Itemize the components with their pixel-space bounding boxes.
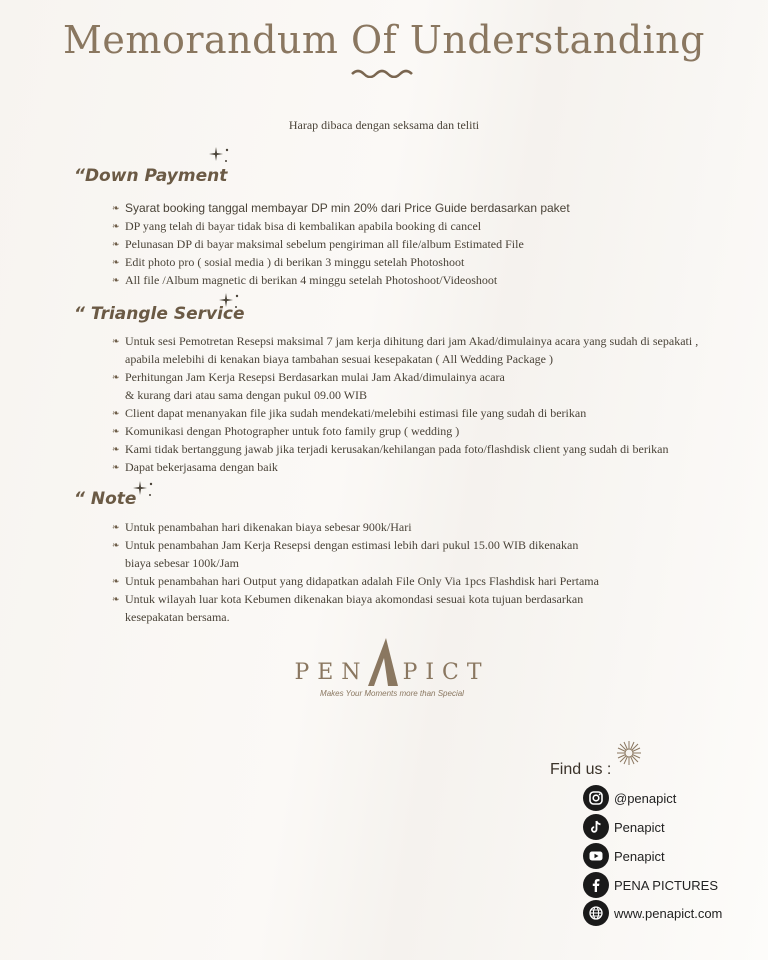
list-item: ❧ Perhitungan Jam Kerja Resepsi Berdasarkan mulai Jam Akad/dimulainya acara <box>112 370 505 384</box>
social-link-label: @penapict <box>614 790 677 806</box>
list-item: ❧ Untuk penambahan Jam Kerja Resepsi dengan estimasi lebih dari pukul 15.00 WIB dikenakan <box>112 538 579 552</box>
facebook-icon <box>583 872 609 898</box>
leaf-bullet-icon: ❧ <box>112 444 120 454</box>
list-item-continuation: biaya sebesar 100k/Jam <box>125 556 239 570</box>
leaf-bullet-icon: ❧ <box>112 275 120 285</box>
sun-ornament-icon <box>616 740 642 766</box>
social-link-website[interactable] <box>583 900 722 926</box>
tiktok-icon <box>583 814 609 840</box>
list-item: ❧ Edit photo pro ( sosial media ) di berikan 3 minggu setelah Photoshoot <box>112 255 465 269</box>
logo-tagline: Makes Your Moments more than Special <box>320 689 464 698</box>
list-item-continuation: apabila melebihi di kenakan biaya tambahan sesuai kesepakatan ( All Wedding Package ) <box>125 352 553 366</box>
list-item: ❧ Dapat bekerjasama dengan baik <box>112 460 278 474</box>
leaf-bullet-icon: ❧ <box>112 408 120 418</box>
list-item: ❧ Client dapat menanyakan file jika sudah mendekati/melebihi estimasi file yang sudah di berikan <box>112 406 587 420</box>
list-item: ❧ Untuk penambahan hari dikenakan biaya sebesar 900k/Hari <box>112 520 412 534</box>
list-item-continuation: & kurang dari atau sama dengan pukul 09.00 WIB <box>125 388 368 402</box>
social-link-facebook[interactable] <box>583 872 718 898</box>
social-link-instagram[interactable] <box>583 785 676 811</box>
leaf-bullet-icon: ❧ <box>112 540 120 550</box>
leaf-bullet-icon: ❧ <box>112 336 120 346</box>
leaf-bullet-icon: ❧ <box>112 594 120 604</box>
list-item: ❧ All file /Album magnetic di berikan 4 minggu setelah Photoshoot/Videoshoot <box>112 273 498 287</box>
document-title: Memorandum Of Understanding <box>63 18 705 62</box>
down-payment-list <box>112 199 762 289</box>
section-heading-triangle-service: “ Triangle Service <box>74 304 245 324</box>
leaf-bullet-icon: ❧ <box>112 203 120 213</box>
subtitle: Harap dibaca dengan seksama dan teliti <box>288 118 480 132</box>
social-link-youtube[interactable] <box>583 843 665 869</box>
leaf-bullet-icon: ❧ <box>112 522 120 532</box>
leaf-bullet-icon: ❧ <box>112 257 120 267</box>
youtube-icon <box>583 843 609 869</box>
logo-wordmark: PEN PICT <box>294 660 490 685</box>
wave-ornament <box>350 66 414 78</box>
leaf-bullet-icon: ❧ <box>112 221 120 231</box>
triangle-service-list <box>112 332 762 476</box>
list-item: ❧ Untuk penambahan hari Output yang didapatkan adalah File Only Via 1pcs Flashdisk hari Pertama <box>112 574 599 588</box>
social-link-label: Penapict <box>614 848 665 864</box>
leaf-bullet-icon: ❧ <box>112 426 120 436</box>
leaf-bullet-icon: ❧ <box>112 576 120 586</box>
list-item: ❧ Pelunasan DP di bayar maksimal sebelum pengiriman all file/album Estimated File <box>112 237 524 251</box>
list-item: ❧ Komunikasi dengan Photographer untuk foto family grup ( wedding ) <box>112 424 460 438</box>
social-link-tiktok[interactable] <box>583 814 665 840</box>
sparkle-icon <box>206 146 232 164</box>
list-item: ❧ Kami tidak bertanggung jawab jika terjadi kerusakan/kehilangan pada foto/flashdisk client yang sudah di berikan <box>112 442 669 456</box>
leaf-bullet-icon: ❧ <box>112 372 120 382</box>
list-item: ❧ Untuk wilayah luar kota Kebumen dikenakan biaya akomondasi sesuai kota tujuan berdasarkan <box>112 592 584 606</box>
list-item: ❧ DP yang telah di bayar tidak bisa di kembalikan apabila booking di cancel <box>112 219 482 233</box>
section-heading-down-payment: “Down Payment <box>74 166 228 186</box>
instagram-icon <box>583 785 609 811</box>
leaf-bullet-icon: ❧ <box>112 239 120 249</box>
social-link-label: Penapict <box>614 819 665 835</box>
list-item: ❧ Syarat booking tanggal membayar DP min 20% dari Price Guide berdasarkan paket <box>112 201 570 215</box>
section-heading-note: “ Note <box>74 489 137 509</box>
list-item-continuation: kesepakatan bersama. <box>125 610 230 624</box>
note-list <box>112 518 762 626</box>
social-link-label: www.penapict.com <box>614 905 723 921</box>
leaf-bullet-icon: ❧ <box>112 462 120 472</box>
find-us-label: Find us : <box>550 761 612 778</box>
list-item: ❧ Untuk sesi Pemotretan Resepsi maksimal 7 jam kerja dihitung dari jam Akad/dimulainya acara yang sudah di sepakati , <box>112 334 699 348</box>
penapict-logo <box>272 660 512 698</box>
social-link-label: PENA PICTURES <box>614 877 719 893</box>
globe-icon <box>583 900 609 926</box>
